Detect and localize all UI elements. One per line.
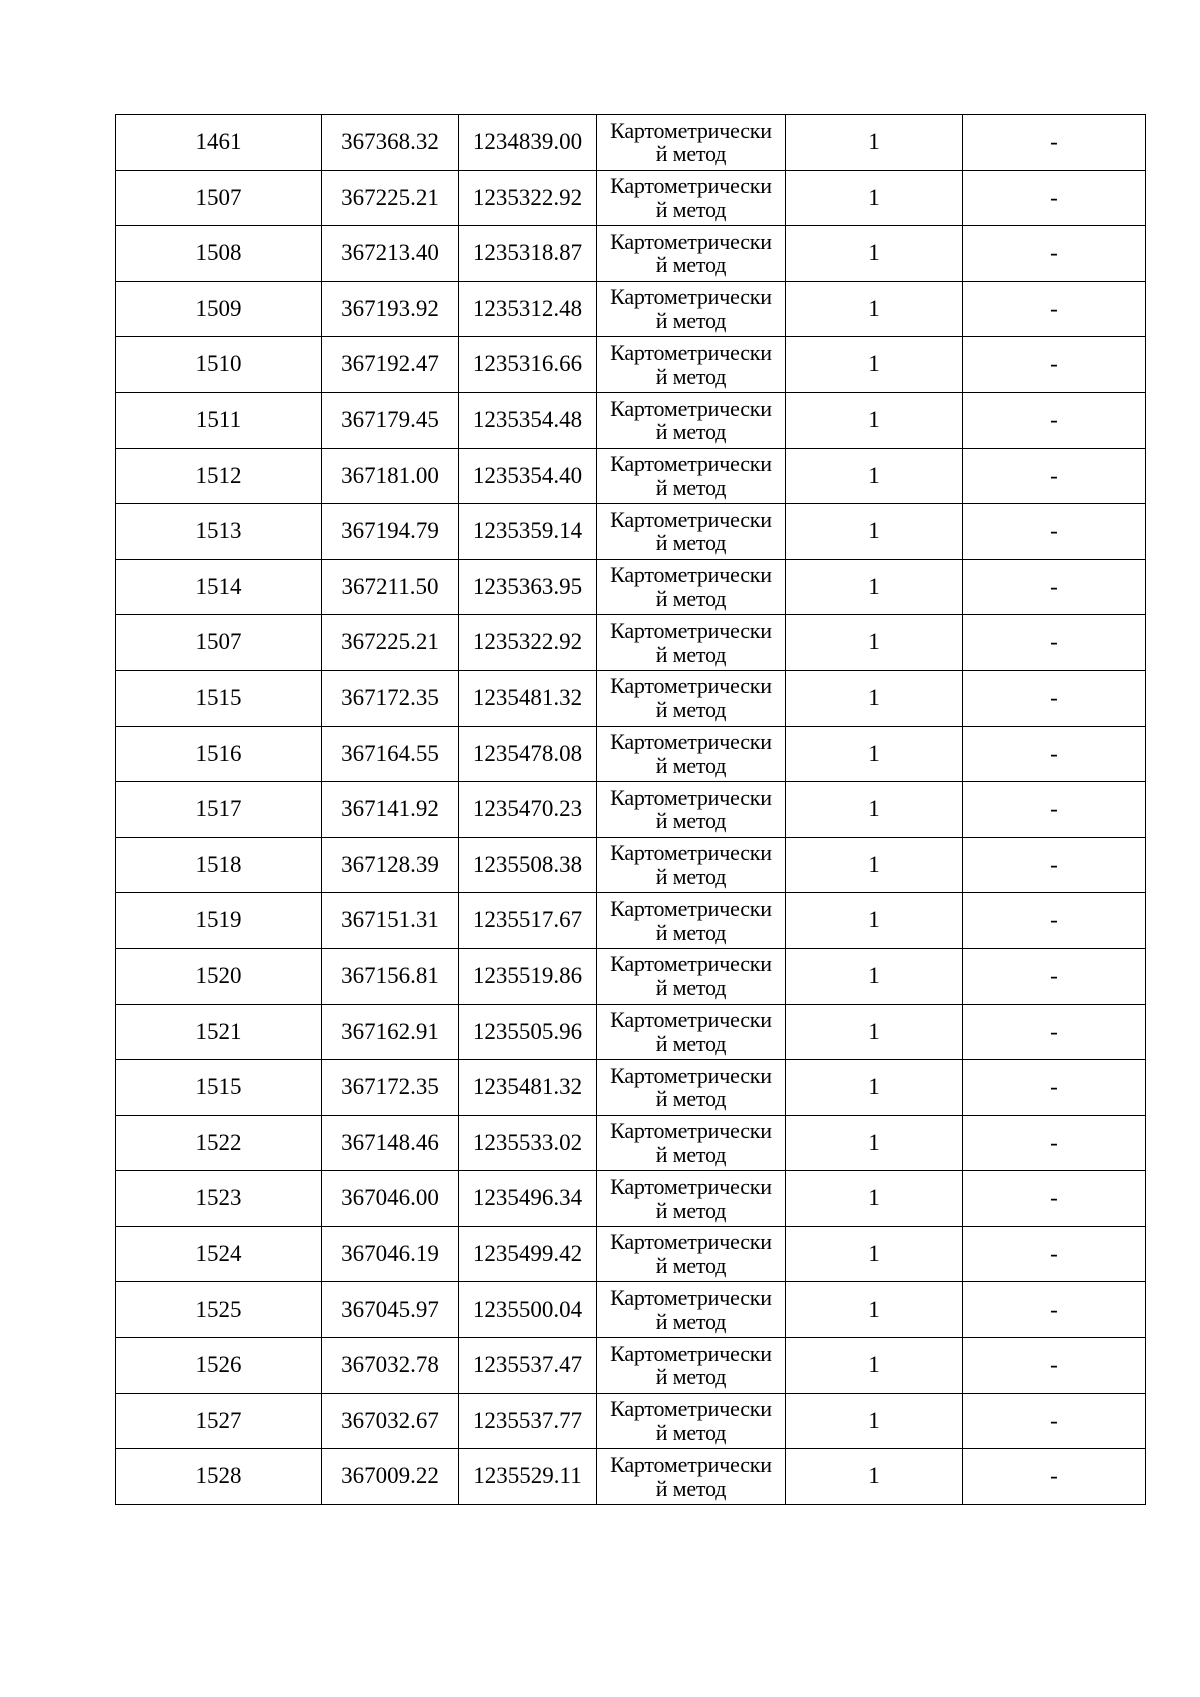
x-coordinate-cell: 367045.97 xyxy=(322,1282,459,1338)
accuracy-cell: 1 xyxy=(786,615,963,671)
x-coordinate-cell: 367225.21 xyxy=(322,615,459,671)
method-text-line-1: Картометрически xyxy=(610,117,772,143)
method-text-line-1: Картометрически xyxy=(610,951,772,977)
method-text-line-2: й метод xyxy=(655,419,727,445)
method-text-line-2: й метод xyxy=(655,252,727,278)
x-coordinate-cell: 367148.46 xyxy=(322,1115,459,1171)
point-number-cell: 1509 xyxy=(116,281,322,337)
x-coordinate-cell: 367162.91 xyxy=(322,1004,459,1060)
x-coordinate-cell: 367179.45 xyxy=(322,392,459,448)
method-cell xyxy=(597,1282,786,1338)
y-coordinate-cell: 1235519.86 xyxy=(459,948,597,1004)
method-text-line-2: й метод xyxy=(655,363,727,389)
note-cell: - xyxy=(963,726,1146,782)
x-coordinate-cell: 367141.92 xyxy=(322,782,459,838)
y-coordinate-cell: 1235354.40 xyxy=(459,448,597,504)
y-coordinate-cell: 1235478.08 xyxy=(459,726,597,782)
accuracy-cell: 1 xyxy=(786,782,963,838)
method-cell xyxy=(597,615,786,671)
x-coordinate-cell: 367213.40 xyxy=(322,226,459,282)
method-cell xyxy=(597,226,786,282)
method-text-line-1: Картометрически xyxy=(610,673,772,699)
point-number-cell: 1511 xyxy=(116,392,322,448)
method-text-line-1: Картометрически xyxy=(610,173,772,199)
accuracy-cell: 1 xyxy=(786,948,963,1004)
method-text-line-2: й метод xyxy=(655,919,727,945)
y-coordinate-cell: 1235481.32 xyxy=(459,1060,597,1116)
method-cell xyxy=(597,670,786,726)
table-row xyxy=(116,1449,1146,1505)
y-coordinate-cell: 1235517.67 xyxy=(459,893,597,949)
method-text-line-1: Картометрически xyxy=(610,506,772,532)
point-number-cell: 1520 xyxy=(116,948,322,1004)
method-cell xyxy=(597,1449,786,1505)
x-coordinate-cell: 367225.21 xyxy=(322,170,459,226)
note-cell: - xyxy=(963,1004,1146,1060)
accuracy-cell: 1 xyxy=(786,893,963,949)
table-row xyxy=(116,281,1146,337)
method-cell xyxy=(597,893,786,949)
coordinates-table-body xyxy=(116,115,1146,1505)
table-row xyxy=(116,392,1146,448)
x-coordinate-cell: 367009.22 xyxy=(322,1449,459,1505)
point-number-cell: 1524 xyxy=(116,1226,322,1282)
table-row xyxy=(116,670,1146,726)
y-coordinate-cell: 1235318.87 xyxy=(459,226,597,282)
method-cell xyxy=(597,337,786,393)
method-text-line-1: Картометрически xyxy=(610,395,772,421)
y-coordinate-cell: 1235363.95 xyxy=(459,559,597,615)
accuracy-cell: 1 xyxy=(786,1115,963,1171)
point-number-cell: 1461 xyxy=(116,115,322,171)
method-cell xyxy=(597,1338,786,1394)
table-row xyxy=(116,726,1146,782)
method-text-line-1: Картометрически xyxy=(610,784,772,810)
method-cell xyxy=(597,782,786,838)
note-cell: - xyxy=(963,893,1146,949)
method-cell xyxy=(597,115,786,171)
method-text-line-1: Картометрически xyxy=(610,1451,772,1477)
point-number-cell: 1522 xyxy=(116,1115,322,1171)
x-coordinate-cell: 367172.35 xyxy=(322,670,459,726)
table-row xyxy=(116,1282,1146,1338)
method-cell xyxy=(597,1004,786,1060)
method-cell xyxy=(597,1171,786,1227)
point-number-cell: 1526 xyxy=(116,1338,322,1394)
accuracy-cell: 1 xyxy=(786,1449,963,1505)
note-cell: - xyxy=(963,1393,1146,1449)
accuracy-cell: 1 xyxy=(786,226,963,282)
method-cell xyxy=(597,1060,786,1116)
note-cell: - xyxy=(963,337,1146,393)
method-text-line-2: й метод xyxy=(655,1475,727,1501)
method-cell xyxy=(597,1115,786,1171)
method-text-line-1: Картометрически xyxy=(610,1396,772,1422)
note-cell: - xyxy=(963,1171,1146,1227)
accuracy-cell: 1 xyxy=(786,115,963,171)
method-text-line-2: й метод xyxy=(655,530,727,556)
accuracy-cell: 1 xyxy=(786,1004,963,1060)
method-text-line-1: Картометрически xyxy=(610,1340,772,1366)
x-coordinate-cell: 367032.67 xyxy=(322,1393,459,1449)
table-row xyxy=(116,948,1146,1004)
x-coordinate-cell: 367151.31 xyxy=(322,893,459,949)
method-text-line-2: й метод xyxy=(655,1197,727,1223)
y-coordinate-cell: 1235354.48 xyxy=(459,392,597,448)
method-text-line-2: й метод xyxy=(655,141,727,167)
point-number-cell: 1519 xyxy=(116,893,322,949)
table-row xyxy=(116,448,1146,504)
x-coordinate-cell: 367181.00 xyxy=(322,448,459,504)
table-row xyxy=(116,1338,1146,1394)
note-cell: - xyxy=(963,392,1146,448)
accuracy-cell: 1 xyxy=(786,837,963,893)
table-row xyxy=(116,615,1146,671)
y-coordinate-cell: 1235312.48 xyxy=(459,281,597,337)
note-cell: - xyxy=(963,448,1146,504)
table-row xyxy=(116,1393,1146,1449)
table-row xyxy=(116,1004,1146,1060)
table-row xyxy=(116,1060,1146,1116)
accuracy-cell: 1 xyxy=(786,1393,963,1449)
y-coordinate-cell: 1235322.92 xyxy=(459,170,597,226)
point-number-cell: 1507 xyxy=(116,170,322,226)
method-text-line-2: й метод xyxy=(655,808,727,834)
table-row xyxy=(116,170,1146,226)
accuracy-cell: 1 xyxy=(786,281,963,337)
method-text-line-1: Картометрически xyxy=(610,1062,772,1088)
point-number-cell: 1508 xyxy=(116,226,322,282)
method-cell xyxy=(597,504,786,560)
note-cell: - xyxy=(963,281,1146,337)
method-text-line-2: й метод xyxy=(655,752,727,778)
accuracy-cell: 1 xyxy=(786,1060,963,1116)
x-coordinate-cell: 367368.32 xyxy=(322,115,459,171)
y-coordinate-cell: 1235500.04 xyxy=(459,1282,597,1338)
point-number-cell: 1517 xyxy=(116,782,322,838)
note-cell: - xyxy=(963,1115,1146,1171)
x-coordinate-cell: 367192.47 xyxy=(322,337,459,393)
note-cell: - xyxy=(963,1060,1146,1116)
method-text-line-1: Картометрически xyxy=(610,895,772,921)
y-coordinate-cell: 1235533.02 xyxy=(459,1115,597,1171)
method-text-line-1: Картометрически xyxy=(610,729,772,755)
x-coordinate-cell: 367164.55 xyxy=(322,726,459,782)
y-coordinate-cell: 1235499.42 xyxy=(459,1226,597,1282)
accuracy-cell: 1 xyxy=(786,337,963,393)
note-cell: - xyxy=(963,559,1146,615)
x-coordinate-cell: 367046.00 xyxy=(322,1171,459,1227)
point-number-cell: 1521 xyxy=(116,1004,322,1060)
table-row xyxy=(116,115,1146,171)
table-row xyxy=(116,1226,1146,1282)
y-coordinate-cell: 1235537.77 xyxy=(459,1393,597,1449)
point-number-cell: 1525 xyxy=(116,1282,322,1338)
note-cell: - xyxy=(963,1226,1146,1282)
accuracy-cell: 1 xyxy=(786,1226,963,1282)
y-coordinate-cell: 1234839.00 xyxy=(459,115,597,171)
method-text-line-2: й метод xyxy=(655,196,727,222)
accuracy-cell: 1 xyxy=(786,504,963,560)
method-text-line-1: Картометрически xyxy=(610,1118,772,1144)
x-coordinate-cell: 367211.50 xyxy=(322,559,459,615)
y-coordinate-cell: 1235537.47 xyxy=(459,1338,597,1394)
method-text-line-1: Картометрически xyxy=(610,1007,772,1033)
method-cell xyxy=(597,448,786,504)
y-coordinate-cell: 1235470.23 xyxy=(459,782,597,838)
method-cell xyxy=(597,837,786,893)
method-text-line-2: й метод xyxy=(655,864,727,890)
accuracy-cell: 1 xyxy=(786,1282,963,1338)
point-number-cell: 1523 xyxy=(116,1171,322,1227)
method-text-line-2: й метод xyxy=(655,308,727,334)
table-row xyxy=(116,226,1146,282)
note-cell: - xyxy=(963,670,1146,726)
table-row xyxy=(116,337,1146,393)
table-row xyxy=(116,1115,1146,1171)
method-text-line-2: й метод xyxy=(655,697,727,723)
y-coordinate-cell: 1235496.34 xyxy=(459,1171,597,1227)
accuracy-cell: 1 xyxy=(786,1171,963,1227)
method-text-line-1: Картометрически xyxy=(610,617,772,643)
point-number-cell: 1513 xyxy=(116,504,322,560)
note-cell: - xyxy=(963,615,1146,671)
method-text-line-2: й метод xyxy=(655,1030,727,1056)
table-row xyxy=(116,559,1146,615)
point-number-cell: 1512 xyxy=(116,448,322,504)
note-cell: - xyxy=(963,1449,1146,1505)
accuracy-cell: 1 xyxy=(786,726,963,782)
method-cell xyxy=(597,392,786,448)
note-cell: - xyxy=(963,948,1146,1004)
method-text-line-1: Картометрически xyxy=(610,1173,772,1199)
y-coordinate-cell: 1235316.66 xyxy=(459,337,597,393)
point-number-cell: 1514 xyxy=(116,559,322,615)
x-coordinate-cell: 367046.19 xyxy=(322,1226,459,1282)
point-number-cell: 1515 xyxy=(116,1060,322,1116)
accuracy-cell: 1 xyxy=(786,170,963,226)
table-row xyxy=(116,837,1146,893)
accuracy-cell: 1 xyxy=(786,448,963,504)
note-cell: - xyxy=(963,782,1146,838)
method-text-line-2: й метод xyxy=(655,641,727,667)
note-cell: - xyxy=(963,1338,1146,1394)
point-number-cell: 1518 xyxy=(116,837,322,893)
y-coordinate-cell: 1235359.14 xyxy=(459,504,597,560)
note-cell: - xyxy=(963,170,1146,226)
method-text-line-2: й метод xyxy=(655,1086,727,1112)
x-coordinate-cell: 367172.35 xyxy=(322,1060,459,1116)
method-text-line-2: й метод xyxy=(655,1253,727,1279)
y-coordinate-cell: 1235322.92 xyxy=(459,615,597,671)
accuracy-cell: 1 xyxy=(786,670,963,726)
method-text-line-1: Картометрически xyxy=(610,339,772,365)
method-text-line-1: Картометрически xyxy=(610,451,772,477)
point-number-cell: 1528 xyxy=(116,1449,322,1505)
x-coordinate-cell: 367156.81 xyxy=(322,948,459,1004)
note-cell: - xyxy=(963,1282,1146,1338)
method-cell xyxy=(597,948,786,1004)
point-number-cell: 1516 xyxy=(116,726,322,782)
y-coordinate-cell: 1235481.32 xyxy=(459,670,597,726)
method-text-line-2: й метод xyxy=(655,1141,727,1167)
point-number-cell: 1510 xyxy=(116,337,322,393)
note-cell: - xyxy=(963,837,1146,893)
point-number-cell: 1515 xyxy=(116,670,322,726)
method-text-line-2: й метод xyxy=(655,1419,727,1445)
y-coordinate-cell: 1235529.11 xyxy=(459,1449,597,1505)
y-coordinate-cell: 1235508.38 xyxy=(459,837,597,893)
coordinates-table xyxy=(115,114,1146,1505)
method-cell xyxy=(597,170,786,226)
method-text-line-2: й метод xyxy=(655,1364,727,1390)
table-row xyxy=(116,504,1146,560)
x-coordinate-cell: 367193.92 xyxy=(322,281,459,337)
method-text-line-1: Картометрически xyxy=(610,840,772,866)
accuracy-cell: 1 xyxy=(786,559,963,615)
x-coordinate-cell: 367032.78 xyxy=(322,1338,459,1394)
method-text-line-2: й метод xyxy=(655,1308,727,1334)
method-cell xyxy=(597,281,786,337)
method-text-line-1: Картометрически xyxy=(610,1285,772,1311)
method-cell xyxy=(597,559,786,615)
method-cell xyxy=(597,1226,786,1282)
method-cell xyxy=(597,1393,786,1449)
method-text-line-2: й метод xyxy=(655,586,727,612)
x-coordinate-cell: 367194.79 xyxy=(322,504,459,560)
accuracy-cell: 1 xyxy=(786,1338,963,1394)
note-cell: - xyxy=(963,504,1146,560)
method-text-line-1: Картометрически xyxy=(610,284,772,310)
table-row xyxy=(116,782,1146,838)
note-cell: - xyxy=(963,226,1146,282)
point-number-cell: 1527 xyxy=(116,1393,322,1449)
note-cell: - xyxy=(963,115,1146,171)
method-cell xyxy=(597,726,786,782)
point-number-cell: 1507 xyxy=(116,615,322,671)
method-text-line-1: Картометрически xyxy=(610,228,772,254)
method-text-line-2: й метод xyxy=(655,474,727,500)
x-coordinate-cell: 367128.39 xyxy=(322,837,459,893)
method-text-line-1: Картометрически xyxy=(610,1229,772,1255)
y-coordinate-cell: 1235505.96 xyxy=(459,1004,597,1060)
accuracy-cell: 1 xyxy=(786,392,963,448)
method-text-line-2: й метод xyxy=(655,975,727,1001)
table-row xyxy=(116,1171,1146,1227)
table-row xyxy=(116,893,1146,949)
method-text-line-1: Картометрически xyxy=(610,562,772,588)
